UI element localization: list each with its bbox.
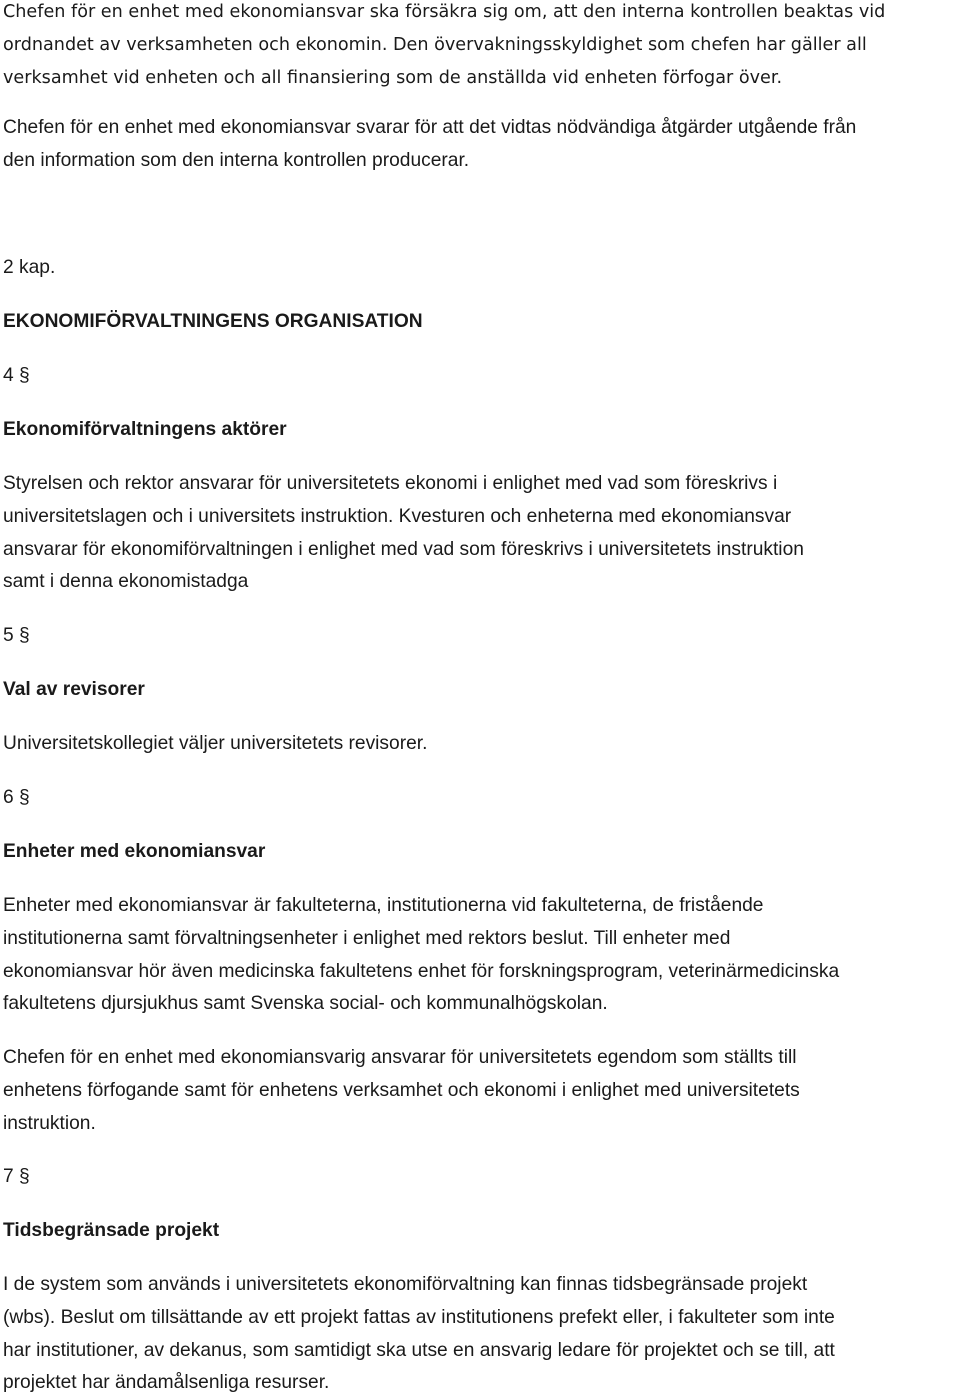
text-line: Styrelsen och rektor ansvarar för universitetets ekonomi i enlighet med vad som föreskrivs i bbox=[3, 473, 778, 494]
text-line: ordnandet av verksamheten och ekonomin. Den övervakningsskyldighet som chefen har gäller all bbox=[3, 34, 867, 55]
text-line: ansvarar för ekonomiförvaltningen i enlighet med vad som föreskrivs i universitetets instruktion bbox=[3, 538, 804, 560]
text-line: I de system som används i universitetets ekonomiförvaltning kan finnas tidsbegränsade projekt bbox=[3, 1274, 808, 1295]
section-number: 4 § bbox=[3, 365, 30, 386]
section-paragraph bbox=[3, 890, 958, 1021]
chapter-title: EKONOMIFÖRVALTNINGENS ORGANISATION bbox=[3, 311, 423, 332]
section-title: Val av revisorer bbox=[3, 679, 145, 700]
text-line: ekonomiansvar hör även medicinska fakultetens enhet för forskningsprogram, veterinärmedicinska bbox=[3, 960, 840, 982]
section-title: Tidsbegränsade projekt bbox=[3, 1220, 220, 1241]
text-line: institutionerna samt förvaltningsenheter i enlighet med rektors beslut. Till enheter med bbox=[3, 927, 731, 949]
text-line: Chefen för en enhet med ekonomiansvar svarar för att det vidtas nödvändiga åtgärder utgående från bbox=[3, 117, 857, 138]
section-number: 6 § bbox=[3, 787, 30, 808]
section-title: Ekonomiförvaltningens aktörer bbox=[3, 419, 287, 440]
section-paragraph bbox=[3, 728, 958, 761]
section-paragraph bbox=[3, 468, 958, 599]
section-title: Enheter med ekonomiansvar bbox=[3, 841, 266, 862]
section-paragraph bbox=[3, 1269, 958, 1400]
text-line: Enheter med ekonomiansvar är fakulteterna, institutionerna vid fakulteterna, de fristående bbox=[3, 895, 764, 916]
text-line: fakultetens djursjukhus samt Svenska social- och kommunalhögskolan. bbox=[3, 993, 608, 1015]
section-number: 7 § bbox=[3, 1166, 30, 1187]
second-paragraph bbox=[3, 112, 958, 178]
chapter-label: 2 kap. bbox=[3, 257, 56, 278]
text-line: Universitetskollegiet väljer universitetets revisorer. bbox=[3, 733, 428, 754]
intro-paragraph bbox=[3, 0, 958, 94]
text-line: (wbs). Beslut om tillsättande av ett projekt fattas av institutionens prefekt eller, i fakulteter som inte bbox=[3, 1306, 835, 1328]
text-line: samt i denna ekonomistadga bbox=[3, 571, 249, 593]
text-line: verksamhet vid enheten och all finansiering som de anställda vid enheten förfogar över. bbox=[3, 67, 783, 88]
section-number: 5 § bbox=[3, 625, 30, 646]
text-line: universitetslagen och i universitets instruktion. Kvesturen och enheterna med ekonomiansvar bbox=[3, 505, 792, 527]
text-line: instruktion. bbox=[3, 1112, 96, 1134]
section-paragraph bbox=[3, 1042, 958, 1140]
text-line: Chefen för en enhet med ekonomiansvar ska försäkra sig om, att den interna kontrollen beaktas vid bbox=[3, 2, 886, 22]
text-line: har institutioner, av dekanus, som samtidigt ska utse en ansvarig ledare för projektet och se till, att bbox=[3, 1339, 835, 1361]
text-line: enhetens förfogande samt för enhetens verksamhet och ekonomi i enlighet med universitetets bbox=[3, 1079, 800, 1101]
text-line: projektet har ändamålsenliga resurser. bbox=[3, 1372, 330, 1394]
text-line: Chefen för en enhet med ekonomiansvarig ansvarar för universitetets egendom som ställts till bbox=[3, 1047, 797, 1068]
text-line: den information som den interna kontrollen producerar. bbox=[3, 149, 470, 171]
